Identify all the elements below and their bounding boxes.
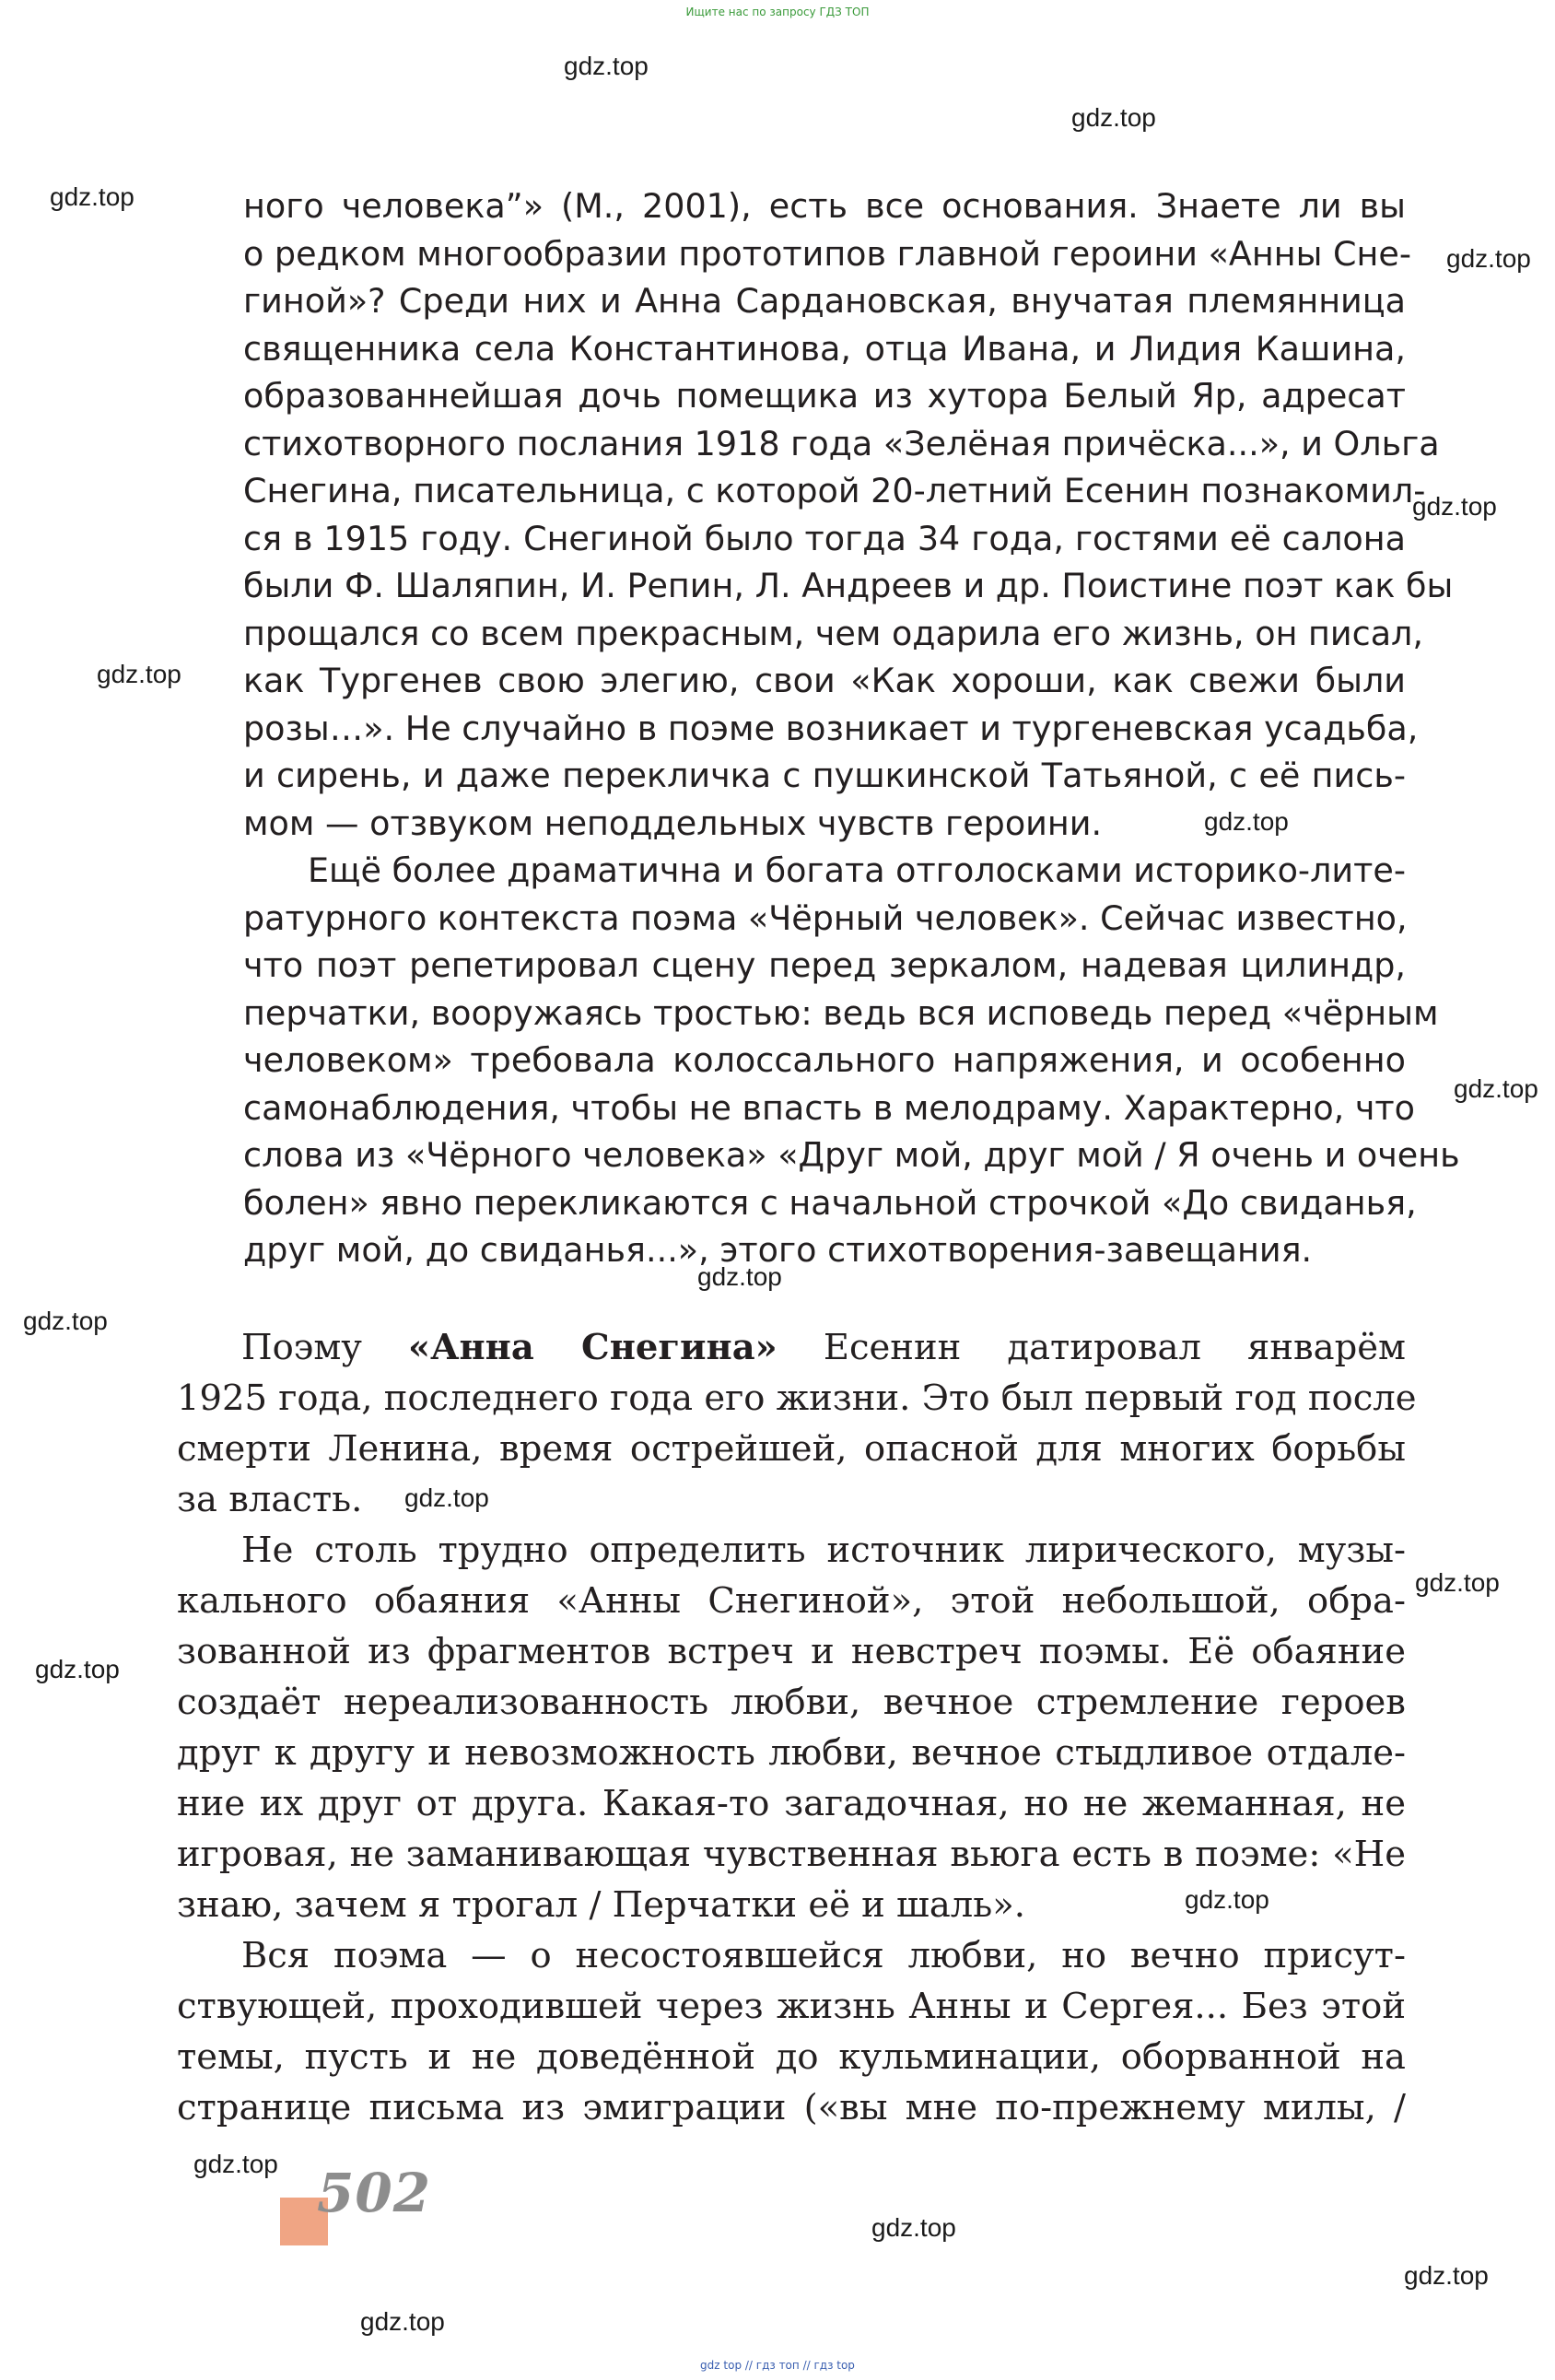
text-line: болен» явно перекликаются с начальной строчкой «До свиданья, — [243, 1182, 1417, 1223]
text-line: мом — отзвуком неподдельных чувств героини. — [243, 803, 1103, 843]
text-line: Ещё более драматична и богата отголосками историко-лите- — [308, 850, 1407, 890]
watermark: gdz.top — [1412, 492, 1497, 521]
watermark: gdz.top — [360, 2307, 445, 2336]
text-line: о редком многообразии прототипов главной героини «Анны Сне- — [243, 233, 1412, 274]
watermark: gdz.top — [97, 660, 181, 688]
watermark: gdz.top — [564, 52, 649, 80]
watermark: gdz.top — [404, 1483, 489, 1512]
watermark: gdz.top — [1071, 103, 1156, 132]
watermark: gdz.top — [1204, 807, 1289, 836]
watermark: gdz.top — [50, 182, 134, 211]
text-line: друг к другу и невозможность любви, вечное стыдливое отдале- — [177, 1732, 1406, 1774]
text-line: розы…». Не случайно в поэме возникает и тургеневская усадьба, — [243, 708, 1419, 748]
text-line: самонаблюдения, чтобы не впасть в мелодраму. Характерно, что — [243, 1087, 1416, 1128]
text-line: смерти Ленина, время острейшей, опасной для многих борьбы — [177, 1428, 1406, 1470]
text-line: прощался со всем прекрасным, чем одарила его жизнь, он писал, — [243, 613, 1423, 653]
text-line: как Тургенев свою элегию, свои «Как хороши, как свежи были — [243, 661, 1406, 700]
watermark: gdz.top — [1454, 1074, 1538, 1103]
text-line: Вся поэма — о несостоявшейся любви, но вечно присут- — [241, 1935, 1406, 1976]
text-line: священника села Константинова, отца Ивана, и Лидия Кашина, — [243, 328, 1406, 369]
text-line: странице письма из эмиграции («вы мне по-прежнему милы, / — [177, 2087, 1406, 2128]
text-line: 1925 года, последнего года его жизни. Это был первый год после — [177, 1378, 1417, 1419]
text-line: что поэт репетировал сцену перед зеркалом, надевая цилиндр, — [243, 945, 1406, 985]
header-note: Ищите нас по запросу ГДЗ ТОП — [685, 6, 870, 18]
text-line: за власть. — [177, 1479, 363, 1520]
text-line: кального обаяния «Анны Снегиной», этой небольшой, обра- — [177, 1580, 1406, 1622]
text-line: и сирень, и даже перекличка с пушкинской Татьяной, с её пись- — [243, 756, 1406, 795]
page-number: 502 — [317, 2162, 432, 2224]
text-line: создаёт нереализованность любви, вечное стремление героев — [177, 1682, 1406, 1723]
text-line: ствующей, проходившей через жизнь Анны и Сергея... Без этой — [177, 1986, 1406, 2027]
text-line: слова из «Чёрного человека» «Друг мой, друг мой / Я очень и очень — [243, 1135, 1460, 1175]
text-line: ратурного контекста поэма «Чёрный человек». Сейчас известно, — [243, 897, 1408, 938]
text-line: были Ф. Шаляпин, И. Репин, Л. Андреев и др. Поистине поэт как бы — [243, 566, 1454, 605]
watermark: gdz.top — [697, 1262, 782, 1291]
text-line: перчатки, вооружаясь тростью: ведь вся исповедь перед «чёрным — [243, 992, 1439, 1033]
watermark: gdz.top — [871, 2213, 956, 2242]
text-line: стихотворного послания 1918 года «Зелёная причёска...», и Ольга — [243, 423, 1440, 463]
watermark: gdz.top — [1404, 2261, 1489, 2290]
text-line: темы, пусть и не доведённой до кульминации, оборванной на — [177, 2036, 1406, 2078]
watermark: gdz.top — [193, 2150, 278, 2178]
main-text — [177, 1322, 1417, 2133]
text-line: ного человека”» (М., 2001), есть все основания. Знаете ли вы — [243, 186, 1406, 226]
text-fragment: Поэму — [241, 1327, 362, 1368]
text-line: образованнейшая дочь помещика из хутора Белый Яр, адресат — [243, 376, 1406, 416]
watermark: gdz.top — [35, 1655, 120, 1683]
text-line — [177, 1322, 1406, 1373]
watermark: gdz.top — [1185, 1885, 1269, 1914]
text-line: друг мой, до свиданья...», этого стихотворения-завещания. — [243, 1230, 1313, 1270]
text-line: ние их друг от друга. Какая-то загадочная, но не жеманная, не — [177, 1783, 1406, 1824]
text-line: человеком» требовала колоссального напряжения, и особенно — [243, 1040, 1406, 1080]
poem-title: «Анна Снегина» — [408, 1327, 778, 1368]
watermark: gdz.top — [1446, 244, 1531, 273]
text-fragment: Есенин датировал январём — [823, 1327, 1406, 1368]
text-line: знаю, зачем я трогал / Перчатки её и шаль». — [177, 1884, 1025, 1926]
text-line: Снегина, писательница, с которой 20-летний Есенин познакомил- — [243, 471, 1426, 510]
footer-note: gdz top // гдз топ // гдз top — [700, 2359, 855, 2372]
watermark: gdz.top — [23, 1307, 108, 1335]
text-line: гиной»? Среди них и Анна Сардановская, внучатая племянница — [243, 281, 1406, 321]
watermark: gdz.top — [1415, 1568, 1500, 1597]
text-line: зованной из фрагментов встреч и невстреч поэмы. Её обаяние — [177, 1631, 1406, 1672]
text-line: игровая, не заманивающая чувственная вьюга есть в поэме: «Не — [177, 1834, 1406, 1875]
text-line: ся в 1915 году. Снегиной было тогда 34 года, гостями её салона — [243, 518, 1406, 558]
text-line: Не столь трудно определить источник лирического, музы- — [241, 1530, 1406, 1571]
